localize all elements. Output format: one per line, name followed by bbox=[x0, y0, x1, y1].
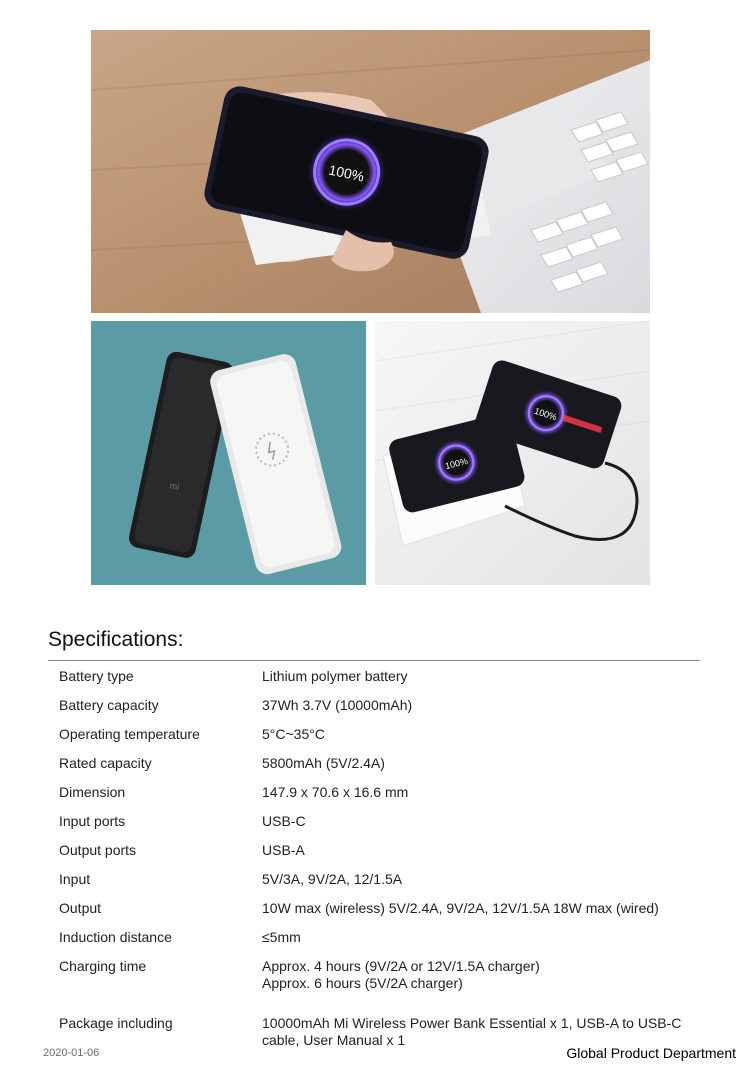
spec-value-line: 5800mAh (5V/2.4A) bbox=[262, 755, 385, 771]
spec-value-line: cable, User Manual x 1 bbox=[262, 1032, 406, 1048]
spec-value-line: USB-A bbox=[262, 842, 305, 858]
spec-label: Package including bbox=[59, 1015, 173, 1031]
black-and-white-power-banks-photo bbox=[91, 321, 366, 585]
spec-value-line: Approx. 6 hours (5V/2A charger) bbox=[262, 975, 463, 991]
spec-value bbox=[262, 697, 699, 714]
spec-value-line: 5°C~35°C bbox=[262, 726, 325, 742]
spec-value-line: 147.9 x 70.6 x 16.6 mm bbox=[262, 784, 409, 800]
charge-percentage-text-2: 100% bbox=[533, 405, 559, 423]
spec-value bbox=[262, 784, 699, 801]
spec-value bbox=[262, 726, 699, 743]
department-name: Global Product Department bbox=[566, 1045, 736, 1061]
spec-value-line: Approx. 4 hours (9V/2A or 12V/1.5A charger) bbox=[262, 958, 540, 974]
product-photo-power-banks bbox=[91, 321, 366, 585]
charge-percentage-text-1: 100% bbox=[444, 455, 469, 472]
spec-value bbox=[262, 929, 699, 946]
spec-value-line: 10W max (wireless) 5V/2.4A, 9V/2A, 12V/1.5A 18W max (wired) bbox=[262, 900, 659, 916]
spec-label: Induction distance bbox=[59, 929, 172, 945]
spec-label: Output bbox=[59, 900, 102, 916]
spec-row bbox=[59, 871, 699, 888]
spec-row bbox=[59, 929, 699, 946]
mi-logo-text: mi bbox=[168, 480, 181, 493]
charge-percentage-text: 100% bbox=[327, 161, 366, 185]
document-date: 2020-01-06 bbox=[43, 1047, 100, 1059]
specifications-heading: Specifications: bbox=[48, 628, 184, 651]
spec-row bbox=[59, 668, 699, 685]
spec-value-line: 10000mAh Mi Wireless Power Bank Essential x 1, USB-A to USB-C bbox=[262, 1015, 682, 1031]
spec-label: Output ports bbox=[59, 842, 137, 858]
two-phones-charging-photo bbox=[375, 321, 650, 585]
spec-value-line: ≤5mm bbox=[262, 929, 301, 945]
product-photo-dual-charging bbox=[375, 321, 650, 585]
specifications-table bbox=[59, 668, 699, 1049]
spec-row bbox=[59, 697, 699, 714]
spec-value bbox=[262, 755, 699, 772]
hand-holding-phone-on-wireless-power-bank-photo bbox=[91, 30, 650, 313]
spec-label: Input ports bbox=[59, 813, 126, 829]
spec-value bbox=[262, 813, 699, 830]
spec-row bbox=[59, 958, 699, 992]
product-photo-wireless-charging bbox=[91, 30, 650, 313]
spec-label: Dimension bbox=[59, 784, 126, 800]
spec-value bbox=[262, 958, 699, 992]
spec-value-line: 37Wh 3.7V (10000mAh) bbox=[262, 697, 413, 713]
spec-label: Battery type bbox=[59, 668, 134, 684]
spec-value bbox=[262, 900, 699, 917]
spec-value bbox=[262, 871, 699, 888]
spec-row bbox=[59, 842, 699, 859]
spec-row bbox=[59, 900, 699, 917]
spec-row bbox=[59, 784, 699, 801]
spec-row bbox=[59, 813, 699, 830]
spec-row bbox=[59, 726, 699, 743]
spec-value bbox=[262, 842, 699, 859]
spec-label: Input bbox=[59, 871, 91, 887]
spec-label: Battery capacity bbox=[59, 697, 159, 713]
spec-row bbox=[59, 755, 699, 772]
spec-label: Operating temperature bbox=[59, 726, 200, 742]
spec-value bbox=[262, 668, 699, 685]
spec-value-line: Lithium polymer battery bbox=[262, 668, 408, 684]
heading-divider bbox=[48, 660, 700, 661]
spec-label: Rated capacity bbox=[59, 755, 152, 771]
spec-label: Charging time bbox=[59, 958, 147, 974]
spec-value-line: USB-C bbox=[262, 813, 306, 829]
spec-value bbox=[262, 1015, 699, 1049]
spec-row bbox=[59, 1015, 699, 1049]
spec-value-line: 5V/3A, 9V/2A, 12/1.5A bbox=[262, 871, 403, 887]
